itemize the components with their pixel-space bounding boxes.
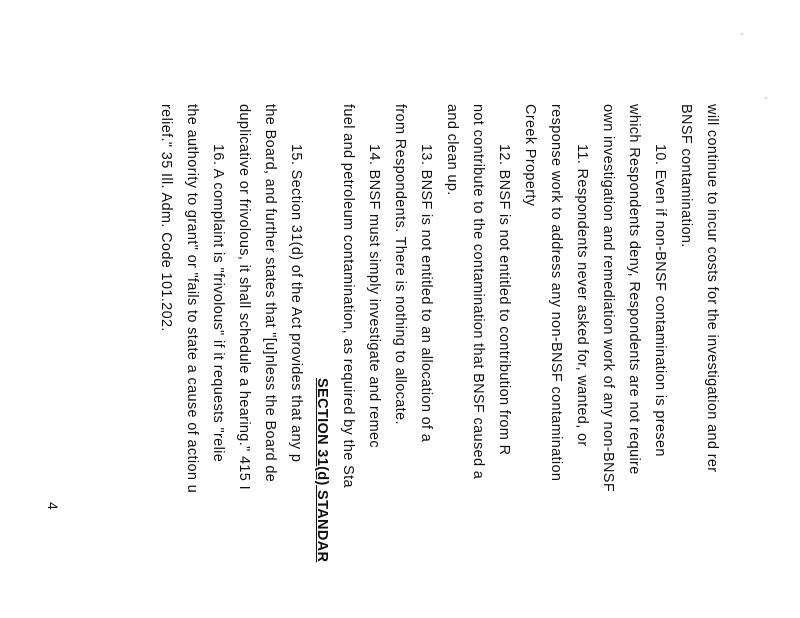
text-line: the Board, and further states that "[u]nless the Board de (262, 104, 278, 483)
text-line: relief." 35 Ill. Adm. Code 101.202. (158, 104, 174, 332)
section-heading: SECTION 31(d) STANDAR (314, 378, 330, 563)
scan-speck (741, 33, 743, 35)
text-line: BNSF contamination. (678, 104, 694, 248)
text-line: not contribute to the contamination that BNSF caused a (470, 104, 486, 480)
text-line: own investigation and remediation work of any non-BNSF (600, 104, 616, 493)
page-number: 4 (45, 502, 61, 510)
text-line: 12. BNSF is not entitled to contribution from R (496, 144, 512, 456)
text-line: 13. BNSF is not entitled to an allocation of a (418, 144, 434, 443)
text-line: 15. Section 31(d) of the Act provides that any p (288, 144, 304, 463)
text-line: duplicative or frivolous, it shall schedule a hearing." 415 I (236, 104, 252, 490)
text-line: response work to address any non-BNSF contamination (548, 104, 564, 482)
text-line: fuel and petroleum contamination, as required by the Sta (340, 104, 356, 488)
text-line: 14. BNSF must simply investigate and remec (366, 144, 382, 449)
text-line: 16. A complaint is "frivolous" if it requests "relie (210, 144, 226, 463)
text-line: from Respondents. There is nothing to allocate. (392, 104, 408, 425)
text-line: 11. Respondents never asked for, wanted, or (574, 144, 590, 447)
text-line: Creek Property (522, 104, 538, 207)
text-line: the authority to grant" or "fails to state a cause of action u (184, 104, 200, 494)
text-line: will continue to incur costs for the investigation and rer (704, 104, 720, 473)
scan-speck (765, 97, 767, 99)
text-line: which Respondents deny, Respondents are not require (626, 104, 642, 475)
text-line: and clean up. (444, 104, 460, 196)
text-line: 10. Even if non-BNSF contamination is presen (652, 144, 668, 457)
